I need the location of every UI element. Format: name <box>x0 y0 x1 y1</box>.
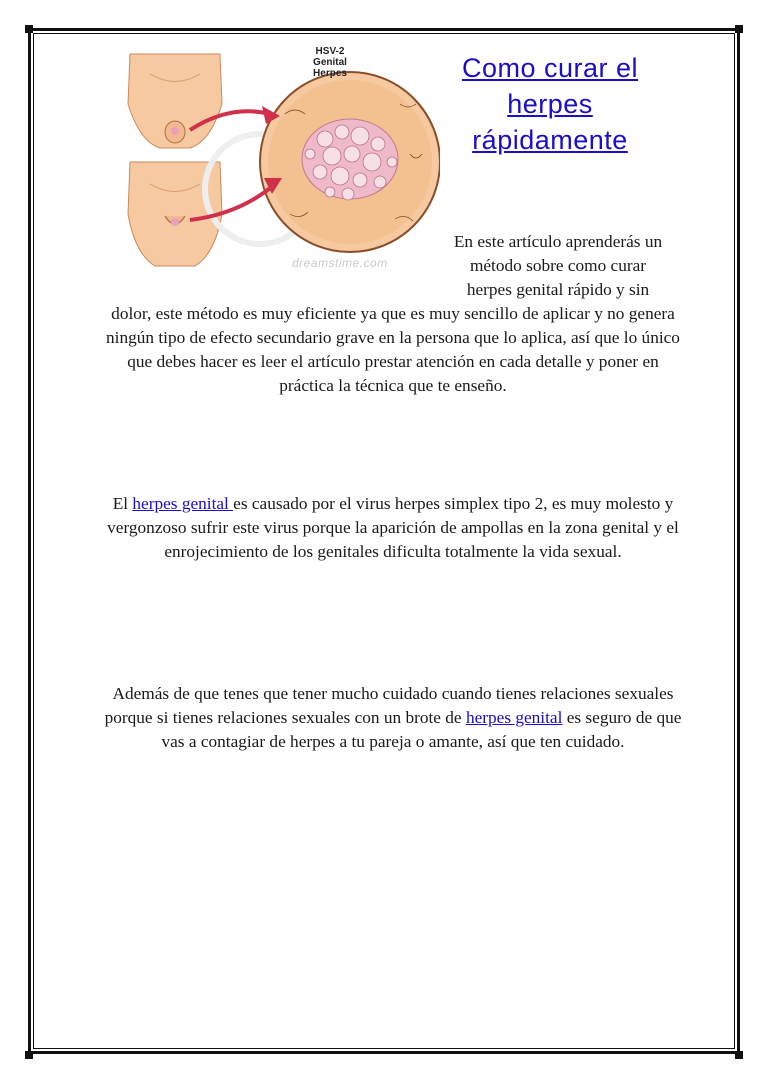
herpes-genital-link[interactable]: herpes genital <box>465 708 563 727</box>
herpes-genital-link[interactable]: herpes genital <box>132 494 234 513</box>
illustration-label <box>295 46 365 79</box>
watermark-text: dreamstime.com <box>292 256 388 270</box>
herpes-illustration <box>110 44 440 276</box>
illustration-label-line2: Genital Herpes <box>313 57 347 79</box>
paragraph-warning-before: Además de que tenes que tener mucho cuidado cuando tienes relaciones sexuales porque si tienes relaciones sexuales con un brote de <box>104 684 674 727</box>
title-line2: herpes <box>507 89 593 119</box>
illustration-graphic <box>110 44 440 276</box>
intro-line: En este artículo aprenderás un <box>453 232 663 251</box>
illustration-label-line1: HSV-2 <box>315 46 345 57</box>
border-corner <box>735 25 743 33</box>
paragraph-warning-after: es seguro de que vas a contagiar de herpes a tu pareja o amante, así que ten cuidado. <box>161 708 682 751</box>
border-corner <box>25 25 33 33</box>
border-corner <box>25 1051 33 1059</box>
paragraph-cause-after: es causado por el virus herpes simplex tipo 2, es muy molesto y vergonzoso sufrir este virus porque la aparición de ampollas en la zona genital y el enrojecimiento de los genitales dificulta totalmente la vida sexual. <box>107 494 679 561</box>
intro-line: herpes genital rápido y sin <box>466 280 650 299</box>
page-title[interactable] <box>420 50 680 158</box>
border-corner <box>735 1051 743 1059</box>
paragraph-cause-before: El <box>112 494 133 513</box>
intro-line: método sobre como curar <box>469 256 647 275</box>
title-line3: rápidamente <box>472 125 628 155</box>
title-line1: Como curar el <box>461 53 639 83</box>
paragraph-warning <box>100 682 686 754</box>
paragraph-cause <box>104 492 682 564</box>
intro-paragraph-wrapped <box>430 230 686 302</box>
intro-paragraph: dolor, este método es muy eficiente ya que es muy sencillo de aplicar y no genera ningún tipo de efecto secundario grave en la persona que lo aplica, así que lo único que debes hacer es leer el artículo prestar atención en cada detalle y poner en práctica la técnica que te enseño. <box>106 304 680 395</box>
